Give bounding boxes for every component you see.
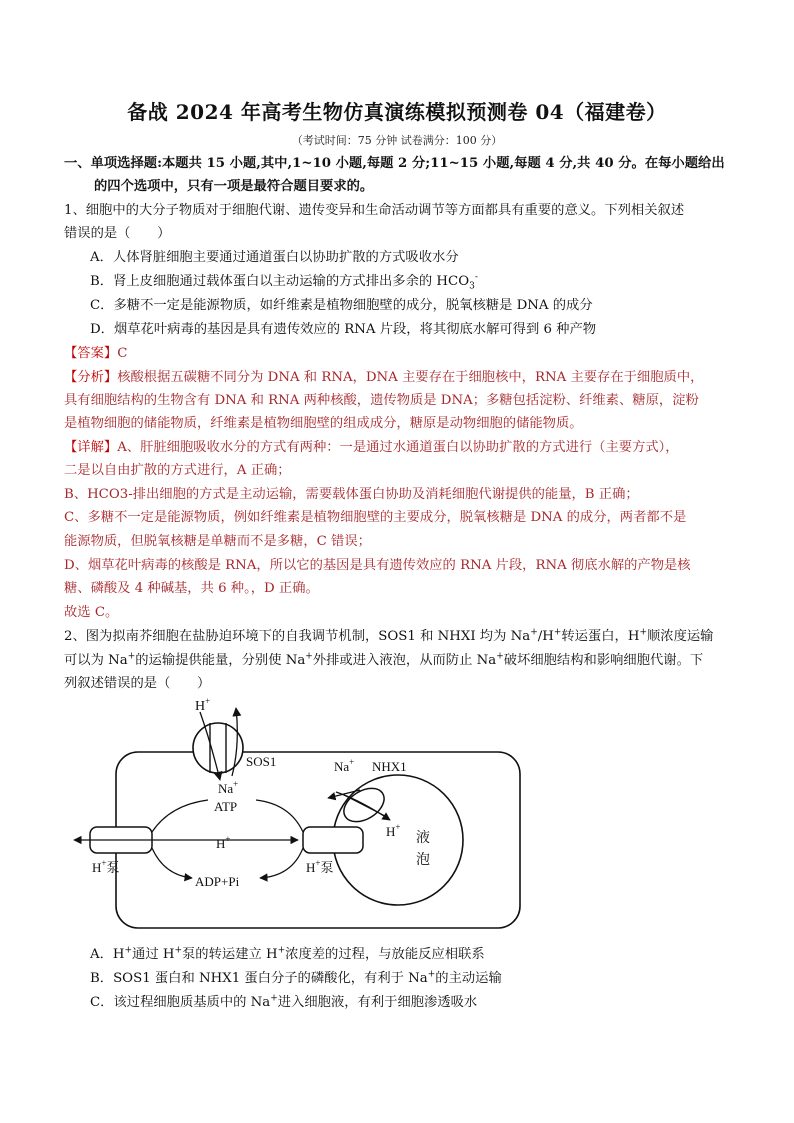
q1-stem-line1: 1、细胞中的大分子物质对于细胞代谢、遗传变异和生命活动调节等方面都具有重要的意义。下列相关叙述	[64, 203, 685, 218]
label-vacuole-2: 泡	[416, 853, 430, 868]
q1-detail-line5: 能源物质，但脱氧核糖是单糖而不是多糖，C 错误；	[64, 534, 371, 549]
label-adp-pi: ADP+Pi	[195, 874, 240, 889]
label-na-sos1: Na+	[218, 779, 239, 796]
q2-option-b: B．SOS1 蛋白和 NHX1 蛋白分子的磷酸化，有利于 Na+的主动运输	[90, 969, 502, 986]
q2-option-a: A．H+通过 H+泵的转运建立 H+浓度差的过程，与放能反应相联系	[90, 945, 485, 962]
q1-detail-line6: D、烟草花叶病毒的核酸是 RNA，所以它的基因是具有遗传效应的 RNA 片段，RNA 彻底水解的产物是核	[64, 558, 691, 573]
exam-info: （考试时间：75 分钟 试卷满分：100 分）	[291, 134, 503, 147]
label-h-center: H+	[216, 834, 231, 851]
q1-analysis-line1: 【分析】核酸根据五碳糖不同分为 DNA 和 RNA，DNA 主要存在于细胞核中，RNA 主要存在于细胞质中，	[64, 370, 704, 385]
q1-detail-line1: 【详解】A、肝脏细胞吸收水分的方式有两种：一是通过水通道蛋白以协助扩散的方式进行（主要方式），	[64, 440, 679, 455]
label-atp: ATP	[214, 799, 238, 814]
q1-option-b: B．肾上皮细胞通过载体蛋白以主动运输的方式排出多余的 $HCO_3^-$	[90, 272, 478, 292]
label-nhx1: NHX1	[372, 759, 407, 774]
label-vacuole-1: 液	[416, 831, 430, 846]
q1-detail-line2: 二是以自由扩散的方式进行，A 正确；	[64, 463, 291, 478]
q1-conclusion: 故选 C。	[64, 605, 119, 620]
q1-option-a: A．人体肾脏细胞主要通过通道蛋白以协助扩散的方式吸收水分	[90, 250, 459, 265]
label-h-vacuole: H+	[386, 822, 401, 839]
label-h-pump-right: H+泵	[306, 858, 334, 875]
label-na-nhx1: Na+	[334, 757, 355, 774]
label-sos1: SOS1	[246, 754, 277, 769]
section-heading-line1: 一、单项选择题:本题共 15 小题,其中,1~10 小题,每题 2 分;11~15 小题,每题 4 分,共 40 分。在每小题给出	[64, 156, 725, 171]
h-pump-right	[303, 827, 363, 853]
q1-option-c: C．多糖不一定是能源物质，如纤维素是植物细胞壁的成分，脱氧核糖是 DNA 的成分	[90, 298, 593, 313]
section-heading-line2: 的四个选项中，只有一项是最符合题目要求的。	[94, 179, 374, 194]
q2-stem-line2: 可以为 Na+的运输提供能量，分别使 Na+外排或进入液泡，从而防止 Na+破坏细胞结构和影响细胞代谢。下	[64, 651, 704, 668]
q2-option-c: C．该过程细胞质基质中的 Na+进入细胞液，有利于细胞渗透吸水	[90, 993, 478, 1010]
q1-option-d: D．烟草花叶病毒的基因是具有遗传效应的 RNA 片段，将其彻底水解可得到 6 种产物	[90, 322, 597, 337]
q1-answer: 【答案】C	[64, 346, 128, 361]
label-h-pump-left: H+泵	[92, 858, 120, 875]
q1-analysis-line3: 是植物细胞的储能物质，纤维素是植物细胞壁的组成成分，糖原是动物细胞的储能物质。	[64, 416, 583, 431]
cell-transport-diagram	[60, 690, 530, 940]
page-title: 备战 2024 年高考生物仿真演练模拟预测卷 04（福建卷）	[127, 100, 667, 124]
q1-detail-line4: C、多糖不一定是能源物质，例如纤维素是植物细胞壁的主要成分，脱氧核糖是 DNA 的成分，两者都不是	[64, 510, 687, 525]
sos1-protein	[193, 723, 243, 773]
q1-detail-line7: 糖、磷酸及 4 种碱基，共 6 种。，D 正确。	[64, 581, 319, 596]
label-h-top: H+	[195, 696, 211, 714]
q2-stem-line1: 2、图为拟南芥细胞在盐胁迫环境下的自我调节机制，SOS1 和 NHXI 均为 Na+/H+转运蛋白，H+顺浓度运输	[64, 627, 714, 644]
q1-detail-line3: B、HCO3-排出细胞的方式是主动运输，需要载体蛋白协助及消耗细胞代谢提供的能量，B 正确；	[64, 487, 639, 502]
q2-stem-line3: 列叙述错误的是（ ）	[64, 676, 211, 691]
q1-analysis-line2: 具有细胞结构的生物含有 DNA 和 RNA 两种核酸，遗传物质是 DNA；多糖包括淀粉、纤维素、糖原，淀粉	[64, 393, 699, 408]
q1-stem-line2: 错误的是（ ）	[64, 226, 171, 241]
